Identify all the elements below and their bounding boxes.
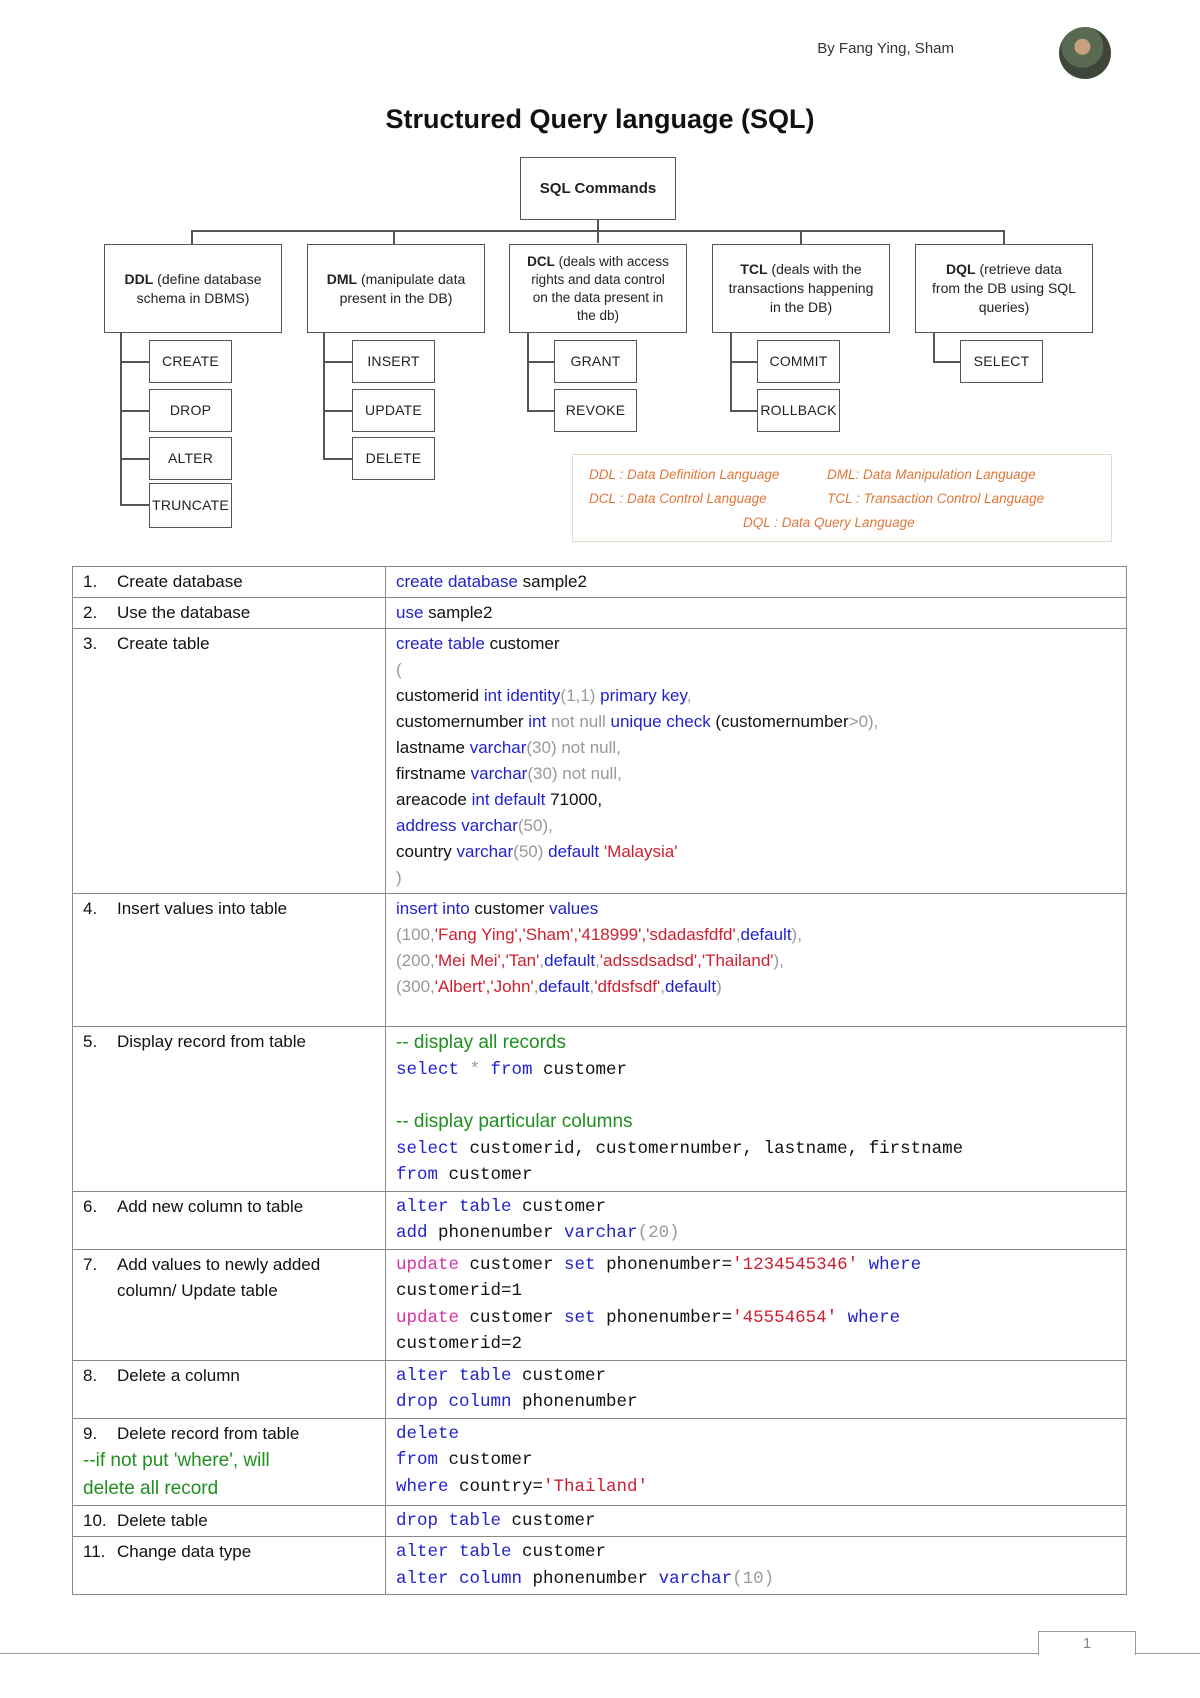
code-line <box>396 1136 1120 1163</box>
row-hint: delete all record <box>83 1477 219 1499</box>
code-token: unique check <box>610 712 711 731</box>
code-token: sample2 <box>517 572 587 591</box>
leaf-label: INSERT <box>367 353 420 369</box>
code-token: areacode <box>396 790 472 809</box>
leaf-label: REVOKE <box>565 402 626 418</box>
category-dml-desc: (manipulate data <box>357 270 466 287</box>
connector-line <box>323 333 325 458</box>
code-line <box>396 896 1120 922</box>
code-token: phonenumber <box>522 1568 659 1589</box>
leaf-insert-box <box>352 340 435 383</box>
category-dcl-desc: rights and data control <box>531 271 665 287</box>
code-token: , <box>735 925 741 944</box>
category-tcl-desc: transactions happening <box>728 280 874 296</box>
table-row <box>73 629 1127 894</box>
category-ddl-box <box>104 244 282 333</box>
category-tcl-desc: (deals with the <box>767 261 862 277</box>
code-token: customer <box>511 1542 607 1562</box>
code-token: sample2 <box>423 603 493 622</box>
code-token: (10) <box>732 1568 775 1589</box>
code-token: 'dfdsfsdf' <box>594 977 661 996</box>
leaf-commit-box <box>757 340 840 383</box>
code-token: 'Albert','John' <box>434 977 534 996</box>
code-line <box>396 1194 1120 1221</box>
row-label-cell <box>73 894 386 1027</box>
code-line <box>396 922 1120 948</box>
leaf-revoke-box <box>554 389 637 432</box>
code-token: 71000, <box>545 790 603 809</box>
connector-line <box>323 361 352 363</box>
code-line <box>396 1508 1120 1535</box>
leaf-delete-box <box>352 437 435 480</box>
category-dql-box <box>915 244 1093 333</box>
category-dml-abbr: DML <box>326 270 358 287</box>
code-token: default <box>665 977 717 996</box>
row-label-cell <box>73 1537 386 1595</box>
code-token: 'Fang Ying','Sham','418999','sdadasfdfd' <box>434 925 736 944</box>
row-number: 6. <box>83 1196 98 1216</box>
code-line <box>396 1389 1120 1416</box>
row-label-cell <box>73 567 386 598</box>
code-line <box>396 1363 1120 1390</box>
diagram-root-label: SQL Commands <box>539 180 657 197</box>
leaf-truncate-box <box>149 483 232 528</box>
code-token: * <box>459 1060 491 1080</box>
code-token: 'Mei Mei','Tan' <box>434 951 540 970</box>
code-token: , <box>595 951 600 970</box>
category-ddl-desc: schema in DBMS) <box>136 289 250 306</box>
row-label: Delete record from table <box>117 1423 300 1443</box>
code-token: where <box>396 1476 449 1497</box>
legend-ddl: DDL : Data Definition Language <box>589 467 780 482</box>
row-label: Delete table <box>117 1510 208 1530</box>
row-number: 8. <box>83 1365 98 1385</box>
code-token: customer <box>484 634 560 653</box>
author-credit: By Fang Ying, Sham <box>817 40 954 57</box>
row-number: 7. <box>83 1254 98 1274</box>
code-token: varchar <box>469 738 527 757</box>
category-ddl-abbr: DDL <box>124 270 154 287</box>
row-label-cell <box>73 1505 386 1537</box>
table-row <box>73 894 1127 1027</box>
code-line: customerid=1 <box>396 1281 523 1301</box>
code-token: default <box>740 925 792 944</box>
code-token: not null <box>546 712 611 731</box>
connector-line <box>800 230 802 244</box>
connector-line <box>527 410 554 412</box>
code-line <box>396 631 1120 657</box>
code-line <box>396 683 1120 709</box>
category-dcl-desc: on the data present in <box>532 289 664 305</box>
code-token: ) <box>716 977 722 996</box>
code-token: (30) not null, <box>526 738 621 757</box>
connector-line <box>120 458 149 460</box>
connector-line <box>527 333 529 411</box>
code-token: >0), <box>848 712 879 731</box>
table-row <box>73 598 1127 629</box>
row-label: column/ Update table <box>117 1280 278 1300</box>
leaf-label: ROLLBACK <box>760 402 837 418</box>
leaf-label: GRANT <box>570 353 621 369</box>
leaf-update-box <box>352 389 435 432</box>
code-token: customer <box>438 1165 533 1185</box>
connector-line <box>120 333 122 504</box>
category-dql-abbr: DQL <box>946 261 976 277</box>
code-comment: -- display particular columns <box>396 1110 633 1132</box>
row-code-cell <box>386 1418 1127 1505</box>
code-token: (50), <box>517 816 553 835</box>
code-token: (20) <box>637 1223 680 1243</box>
code-token: from <box>396 1165 439 1185</box>
code-line: customerid=2 <box>396 1334 523 1354</box>
row-label-cell <box>73 1249 386 1360</box>
code-token: , <box>589 977 595 996</box>
code-line <box>396 839 1120 865</box>
row-label: Display record from table <box>117 1032 306 1051</box>
code-token: phonenumber= <box>595 1254 733 1275</box>
code-token: customernumber <box>396 712 529 731</box>
leaf-select-box <box>960 340 1043 383</box>
table-row <box>73 1418 1127 1505</box>
row-label: Add values to newly added <box>117 1254 321 1274</box>
connector-line <box>120 361 149 363</box>
code-token: create table <box>396 634 485 653</box>
code-token: 'adssdsadsd','Thailand' <box>599 951 774 970</box>
category-tcl-box <box>712 244 890 333</box>
code-line <box>396 1474 1120 1501</box>
code-token: varchar <box>470 764 528 783</box>
code-token: primary key <box>600 686 687 705</box>
legend-dcl: DCL : Data Control Language <box>589 491 767 506</box>
leaf-drop-box <box>149 389 232 432</box>
leaf-rollback-box <box>757 389 840 432</box>
code-token: varchar <box>456 842 514 861</box>
row-number: 9. <box>83 1423 98 1443</box>
code-token: customerid, customernumber, lastname, firstname <box>459 1138 964 1159</box>
code-token: customer <box>438 1450 533 1470</box>
connector-line <box>1003 230 1005 244</box>
code-token: , <box>539 951 545 970</box>
leaf-label: DROP <box>169 402 212 418</box>
connector-line <box>933 361 960 363</box>
code-token: '45554654' <box>732 1307 838 1328</box>
code-line <box>396 1566 1120 1593</box>
leaf-alter-box <box>149 437 232 480</box>
connector-line <box>323 458 352 460</box>
leaf-label: ALTER <box>167 450 214 466</box>
leaf-label: TRUNCATE <box>152 497 229 513</box>
code-token: drop table <box>396 1510 502 1531</box>
leaf-create-box <box>149 340 232 383</box>
connector-line <box>120 410 149 412</box>
row-label-cell <box>73 1191 386 1249</box>
connector-line <box>933 333 935 362</box>
code-token: set <box>564 1307 596 1328</box>
row-number: 3. <box>83 634 98 653</box>
category-ddl-desc: (define database <box>153 270 262 287</box>
category-dql-desc: from the DB using SQL <box>932 280 1076 296</box>
row-number: 2. <box>83 603 98 622</box>
code-token: use <box>396 603 424 622</box>
category-dml-desc: present in the DB) <box>339 289 453 306</box>
code-token: update <box>396 1254 460 1275</box>
row-label: Add new column to table <box>117 1196 304 1216</box>
page-title: Structured Query language (SQL) <box>385 104 815 134</box>
row-label: Create table <box>117 634 210 653</box>
category-dcl-desc: (deals with access <box>554 253 669 269</box>
code-token: phonenumber <box>427 1223 565 1243</box>
code-token: from <box>396 1450 439 1470</box>
row-hint: --if not put 'where', will <box>83 1449 270 1471</box>
category-dql-desc: queries) <box>978 299 1030 315</box>
code-token: customerid <box>396 686 484 705</box>
code-token: (200, <box>396 951 435 970</box>
code-token: 'Malaysia' <box>599 842 678 861</box>
row-code-cell <box>386 598 1127 629</box>
code-token: varchar <box>564 1223 638 1243</box>
table-row <box>73 1360 1127 1418</box>
category-dml-box <box>307 244 485 333</box>
row-code-cell <box>386 1191 1127 1249</box>
code-line: ( <box>396 660 402 679</box>
code-token: int default <box>471 790 546 809</box>
leaf-label: UPDATE <box>365 402 422 418</box>
code-token: country <box>396 842 457 861</box>
code-token: (300, <box>396 977 435 996</box>
code-line <box>396 948 1120 974</box>
blank-line <box>396 1084 1120 1108</box>
code-token: (customernumber <box>710 712 849 731</box>
code-token: ), <box>773 951 784 970</box>
code-token: phonenumber= <box>595 1307 733 1328</box>
code-token: from <box>490 1060 533 1080</box>
row-label-cell <box>73 1418 386 1505</box>
connector-line <box>393 230 395 244</box>
code-token: values <box>549 899 599 918</box>
connector-line <box>730 361 757 363</box>
row-number: 10. <box>83 1510 107 1530</box>
code-token: (100, <box>396 925 435 944</box>
sql-examples-table <box>72 566 1127 1595</box>
row-label: Change data type <box>117 1542 252 1561</box>
code-token: ), <box>791 925 802 944</box>
code-token: insert into <box>396 899 470 918</box>
code-token: select <box>396 1138 460 1159</box>
code-token: , <box>686 686 692 705</box>
category-dcl-desc: the db) <box>576 307 619 323</box>
code-token: , <box>660 977 666 996</box>
code-token: alter table <box>396 1365 512 1386</box>
code-line: ) <box>396 868 402 887</box>
code-line: delete <box>396 1423 460 1444</box>
table-row <box>73 1505 1127 1537</box>
code-token: customer <box>459 1307 565 1328</box>
abbreviation-legend <box>572 454 1112 542</box>
code-token: default <box>548 842 600 861</box>
row-label-cell <box>73 1360 386 1418</box>
table-row <box>73 1537 1127 1595</box>
legend-dql: DQL : Data Query Language <box>743 515 915 530</box>
code-token: where <box>858 1254 922 1275</box>
row-label: Create database <box>117 572 243 591</box>
leaf-label: CREATE <box>162 353 219 369</box>
connector-line <box>730 410 757 412</box>
connector-line <box>527 361 554 363</box>
code-token: varchar <box>658 1568 733 1589</box>
row-label: Use the database <box>117 603 251 622</box>
table-row <box>73 567 1127 598</box>
row-number: 5. <box>83 1032 98 1051</box>
connector-line <box>597 220 599 243</box>
code-token: phonenumber <box>511 1392 638 1412</box>
code-line <box>396 735 1120 761</box>
code-line <box>396 709 1120 735</box>
code-token: set <box>564 1254 596 1275</box>
sql-commands-diagram <box>0 0 1200 560</box>
code-line <box>396 761 1120 787</box>
connector-line <box>191 230 193 244</box>
code-token: int identity <box>483 686 561 705</box>
connector-line <box>120 504 149 506</box>
code-line <box>396 1057 1120 1084</box>
connector-line <box>191 230 1004 232</box>
code-token: customer <box>532 1060 628 1080</box>
code-token: , <box>533 977 539 996</box>
diagram-root-box <box>520 157 676 220</box>
legend-tcl: TCL : Transaction Control Language <box>827 491 1045 506</box>
leaf-label: COMMIT <box>769 353 828 369</box>
row-label: Insert values into table <box>117 899 288 918</box>
code-token: lastname <box>396 738 470 757</box>
code-token: customer <box>469 899 550 918</box>
row-code-cell <box>386 629 1127 894</box>
row-code-cell <box>386 894 1127 1027</box>
code-token: customer <box>511 1196 607 1217</box>
code-line <box>396 1162 1120 1189</box>
code-token: address varchar <box>396 816 518 835</box>
code-token: (1,1) <box>560 686 601 705</box>
category-tcl-abbr: TCL <box>740 261 768 277</box>
code-token: customer <box>511 1365 607 1386</box>
code-comment: -- display all records <box>396 1032 566 1053</box>
code-token: alter column <box>396 1568 523 1589</box>
table-row <box>73 1249 1127 1360</box>
row-code-cell <box>386 1360 1127 1418</box>
code-token: default <box>544 951 596 970</box>
row-number: 11. <box>83 1542 106 1561</box>
code-token: update <box>396 1307 460 1328</box>
code-token: default <box>538 977 590 996</box>
row-label: Delete a column <box>117 1365 240 1385</box>
footer-rule <box>0 1653 1200 1654</box>
connector-line <box>730 333 732 411</box>
code-token: customer <box>501 1510 596 1531</box>
code-line <box>396 1305 1120 1332</box>
code-token: alter table <box>396 1196 512 1217</box>
code-line <box>396 974 1120 1000</box>
code-token: select <box>396 1060 460 1080</box>
row-code-cell <box>386 1537 1127 1595</box>
connector-line <box>323 410 352 412</box>
leaf-grant-box <box>554 340 637 383</box>
leaf-label: SELECT <box>973 353 1030 369</box>
code-token: int <box>528 712 547 731</box>
code-token: firstname <box>396 764 471 783</box>
row-code-cell <box>386 1249 1127 1360</box>
code-token: '1234545346' <box>732 1254 859 1275</box>
row-code-cell <box>386 1027 1127 1192</box>
category-dcl-abbr: DCL <box>527 253 555 269</box>
code-token: customer <box>459 1254 565 1275</box>
code-token: add <box>396 1223 428 1243</box>
category-tcl-desc: in the DB) <box>769 299 833 315</box>
row-label-cell <box>73 629 386 894</box>
code-line <box>396 1447 1120 1474</box>
row-number: 1. <box>83 572 98 591</box>
code-token: where <box>837 1307 901 1328</box>
legend-dml: DML: Data Manipulation Language <box>827 467 1036 482</box>
table-row <box>73 1191 1127 1249</box>
page-number: 1 <box>1038 1631 1136 1655</box>
code-token: alter table <box>396 1542 512 1562</box>
code-token: (50) <box>513 842 549 861</box>
row-code-cell <box>386 1505 1127 1537</box>
category-dql-desc: (retrieve data <box>975 261 1062 277</box>
row-label-cell <box>73 598 386 629</box>
leaf-label: DELETE <box>365 450 422 466</box>
code-line <box>396 787 1120 813</box>
table-row <box>73 1027 1127 1192</box>
code-line <box>396 1252 1120 1279</box>
row-label-cell <box>73 1027 386 1192</box>
code-token: country= <box>448 1476 544 1497</box>
code-line <box>396 1539 1120 1566</box>
code-line <box>396 1220 1120 1247</box>
code-line <box>396 813 1120 839</box>
category-dcl-box <box>509 244 687 333</box>
row-number: 4. <box>83 899 98 918</box>
code-token: drop column <box>396 1392 512 1412</box>
code-token: (30) not null, <box>527 764 622 783</box>
code-token: 'Thailand' <box>543 1476 649 1497</box>
row-code-cell <box>386 567 1127 598</box>
code-token: create database <box>396 572 518 591</box>
